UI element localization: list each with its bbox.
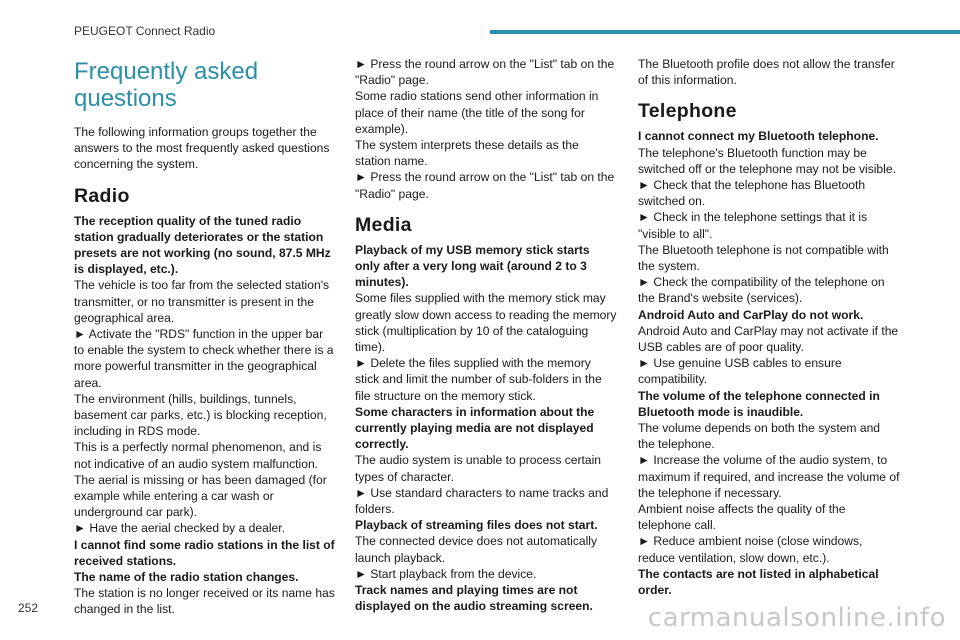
faq-answer-text: Some files supplied with the memory stick may greatly slow down access to reading the memory stick (multiplication by 10 of the cataloguing time). (355, 291, 617, 355)
faq-question: I cannot connect my Bluetooth telephone. (638, 129, 879, 144)
column-1 (74, 56, 336, 618)
faq-question: Android Auto and CarPlay do not work. (638, 307, 864, 322)
faq-answer-text: ► Use genuine USB cables to ensure compatibility. (638, 356, 842, 387)
faq-answer-text: This is a perfectly normal phenomenon, and is not indicative of an audio system malfunction. (74, 440, 322, 471)
faq-answer-text: ► Have the aerial checked by a dealer. (74, 521, 285, 536)
column-3 (638, 56, 900, 598)
faq-question: The volume of the telephone connected in Bluetooth mode is inaudible. (638, 388, 880, 419)
faq-answer-text: The vehicle is too far from the selected station's transmitter, or no transmitter is present in the geographical area. (74, 278, 330, 325)
faq-question: I cannot find some radio stations in the list of received stations. (74, 537, 335, 568)
faq-answer-text: Android Auto and CarPlay may not activate if the USB cables are of poor quality. (638, 323, 899, 355)
column-2 (355, 56, 617, 615)
faq-answer-text: The system interprets these details as the station name. (355, 138, 579, 169)
faq-answer-text: The aerial is missing or has been damaged (for example while entering a car wash or underground car park). (74, 472, 327, 520)
faq-answer-text: ► Check that the telephone has Bluetooth switched on. (638, 178, 866, 209)
faq-answer-text: The station is no longer received or its name has changed in the list. (74, 586, 335, 617)
faq-answer-text: The Bluetooth profile does not allow the transfer of this information. (638, 57, 895, 88)
faq-answer-text: ► Reduce ambient noise (close windows, reduce ventilation, slow down, etc.). (638, 534, 863, 565)
faq-answer-text: ► Increase the volume of the audio system, to maximum if required, and increase the volume of the telephone if necessary. (638, 453, 900, 500)
faq-question: Some characters in information about the currently playing media are not displayed correctly. (355, 404, 595, 452)
faq-answer-text: The telephone's Bluetooth function may be switched off or the telephone may not be visible. (638, 145, 896, 176)
faq-answer-text: ► Press the round arrow on the "List" tab on the "Radio" page. (355, 170, 615, 201)
page-title: Frequently asked questions (74, 58, 259, 112)
faq-answer-text: The audio system is unable to process certain types of character. (355, 453, 602, 484)
section-heading: Media (355, 213, 412, 236)
faq-answer-text: ► Activate the "RDS" function in the upper bar to enable the system to check whether there is a more powerful transmitter in the geographical area. (74, 327, 334, 390)
faq-answer-text: The connected device does not automatically launch playback. (355, 534, 598, 565)
faq-question: Playback of streaming files does not start. (355, 518, 598, 533)
faq-answer-text: ► Use standard characters to name tracks and folders. (355, 485, 609, 517)
faq-answer-text: ► Press the round arrow on the "List" tab on the "Radio" page. (355, 57, 615, 88)
section-heading: Radio (74, 184, 130, 207)
faq-answer-text: Ambient noise affects the quality of the telephone call. (638, 502, 846, 533)
faq-answer-text: ► Check in the telephone settings that it is "visible to all". (638, 210, 868, 241)
watermark: carmanualsonline.info (647, 603, 946, 633)
faq-question: The name of the radio station changes. (74, 570, 299, 585)
faq-answer-text: Some radio stations send other information in place of their name (the title of the song for example). (355, 89, 599, 136)
faq-question: Track names and playing times are not displayed on the audio streaming screen. (355, 583, 593, 614)
faq-question: Playback of my USB memory stick starts only after a very long wait (around 2 to 3 minutes). (355, 242, 590, 290)
faq-answer-text: The volume depends on both the system and the telephone. (638, 421, 881, 452)
faq-answer-text: ► Start playback from the device. (355, 566, 537, 581)
header-accent-bar (490, 30, 960, 34)
page-number: 252 (18, 601, 39, 615)
section-heading: Telephone (638, 100, 737, 123)
faq-answer-text: ► Delete the files supplied with the memory stick and limit the number of sub-folders in the file structure on the memory stick. (355, 356, 602, 403)
faq-answer-text: The following information groups together the answers to the most frequently asked questions concerning the system. (74, 125, 330, 172)
faq-answer-text: The Bluetooth telephone is not compatible with the system. (638, 242, 889, 274)
running-header: PEUGEOT Connect Radio (74, 24, 216, 38)
faq-answer-text: ► Check the compatibility of the telephone on the Brand's website (services). (638, 275, 885, 306)
faq-answer-text: The environment (hills, buildings, tunnels, basement car parks, etc.) is blocking reception, including in RDS mode. (74, 391, 327, 439)
faq-question: The contacts are not listed in alphabetical order. (638, 566, 879, 598)
faq-question: The reception quality of the tuned radio station gradually deteriorates or the station presets are not working (no sound, 87.5 MHz is displayed, etc.). (74, 213, 331, 277)
